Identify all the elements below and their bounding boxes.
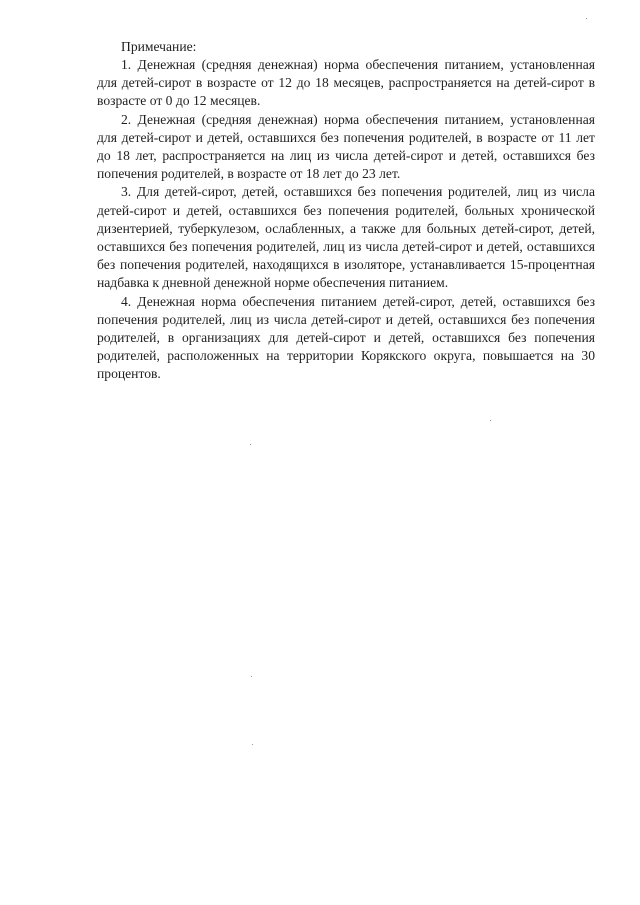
note-block (97, 38, 595, 384)
note-paragraph-4: 4. Денежная норма обеспечения питанием детей-сирот, детей, оставшихся без попечения родителей, лиц из числа детей-сирот и детей, оставшихся без попечения родителей, в организациях для детей-сирот и детей, оставшихся без попечения родителей, расположенных на территории Корякского округа, повышается на 30 процентов. (97, 293, 595, 382)
note-paragraph-2: 2. Денежная (средняя денежная) норма обеспечения питанием, установленная для детей-сирот и детей, оставшихся без попечения родителей, в возрасте от 11 лет до 18 лет, распространяется на лиц из числа детей-сирот и детей, оставшихся без попечения родителей, в возрасте от 18 лет до 23 лет. (97, 111, 595, 182)
note-paragraph-1: 1. Денежная (средняя денежная) норма обеспечения питанием, установленная для детей-сирот в возрасте от 12 до 18 месяцев, распространяется на детей-сирот в возрасте от 0 до 12 месяцев. (97, 57, 595, 109)
scan-speck (490, 420, 491, 421)
note-paragraph-3: 3. Для детей-сирот, детей, оставшихся без попечения родителей, лиц из числа детей-сирот и детей, оставшихся без попечения родителей, больных хронической дизентерией, туберкулезом, ослабленных, а также для больных детей-сирот, детей, оставшихся без попечения родителей, лиц из числа детей-сирот и детей, оставшихся без попечения родителей, находящихся в изоляторе, устанавливается 15-процентная надбавка к дневной денежной норме обеспечения питанием. (97, 184, 595, 291)
note-title: Примечание: (121, 39, 197, 54)
scan-speck (586, 18, 587, 19)
scan-speck (250, 444, 251, 445)
scan-speck (251, 676, 252, 677)
scan-speck (252, 744, 253, 745)
